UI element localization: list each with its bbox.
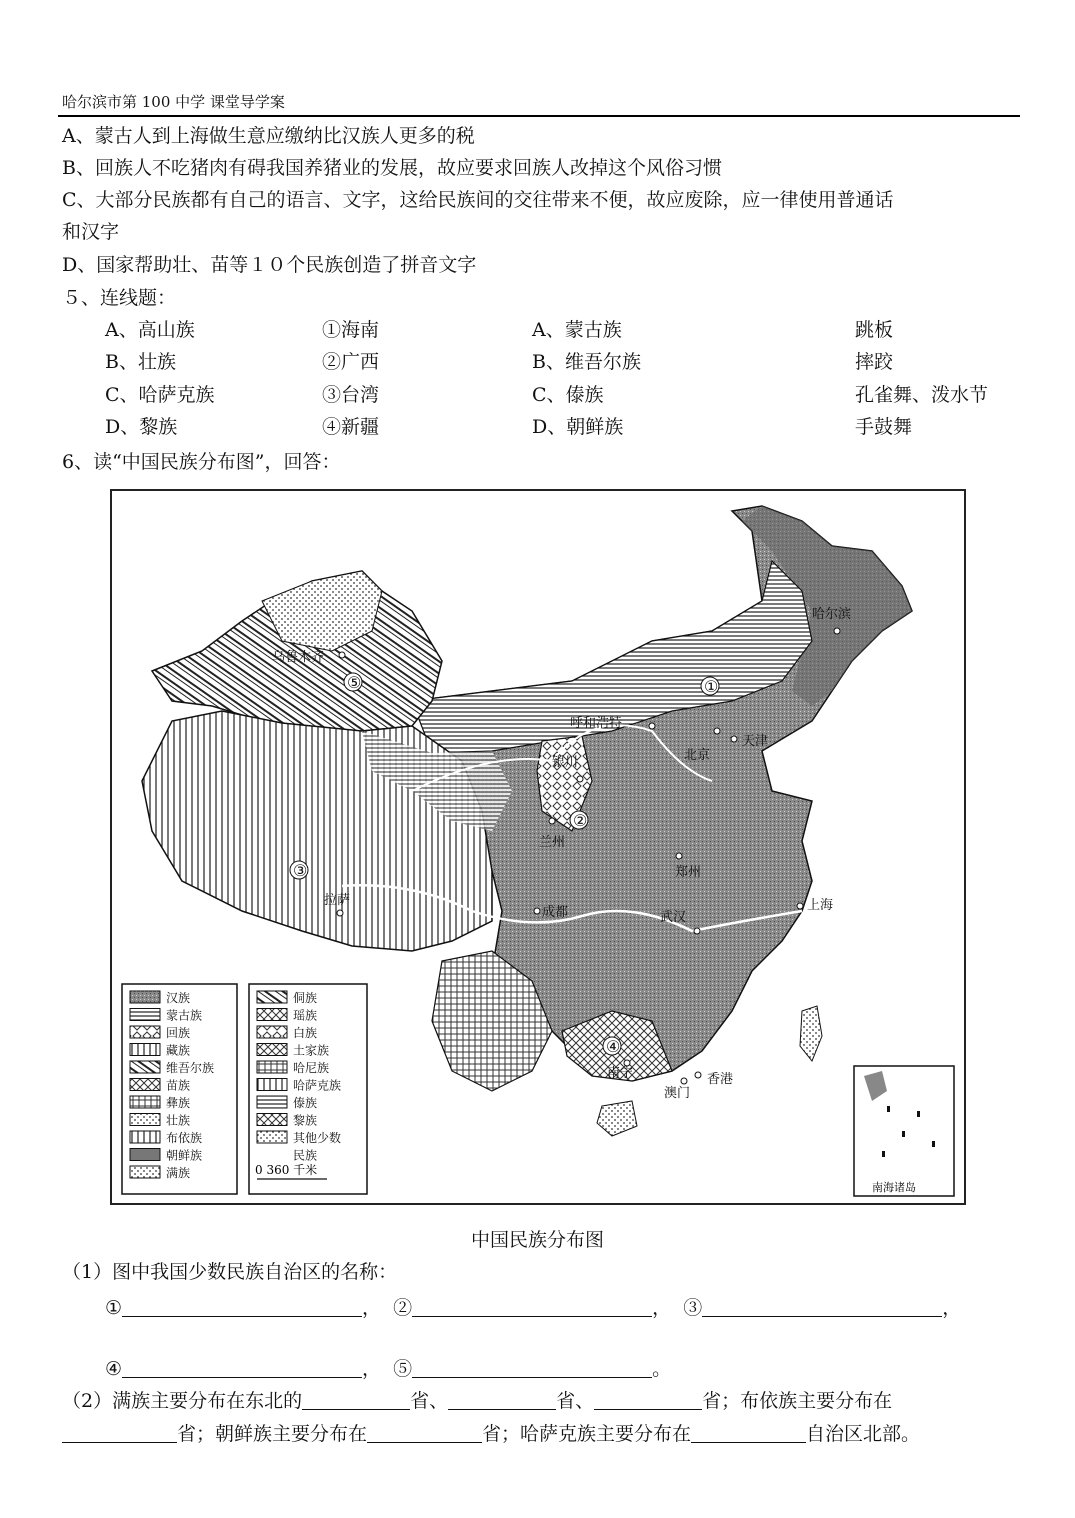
region-number: ⑤ [347,673,362,692]
legend-swatch [130,1166,160,1178]
city-label: 拉萨 [324,893,351,908]
legend-swatch [257,1061,287,1073]
legend-label: 白族 [293,1026,318,1040]
city-label: 北京 [684,748,711,763]
legend-swatch [130,1044,160,1056]
legend-swatch [257,1009,287,1021]
legend-label: 回族 [166,1026,191,1040]
legend-label: 壮族 [166,1113,191,1128]
city-label: 乌鲁木齐 [272,650,325,665]
option-d: D、国家帮助壮、苗等１０个民族创造了拼音文字 [62,254,477,276]
match-left-item: C、哈萨克族 [105,384,215,406]
header-rule [58,115,1020,117]
legend-swatch [257,1096,287,1108]
ethnic-distribution-map [110,489,966,1205]
legend-label: 哈萨克族 [293,1078,342,1093]
answer-row-2: ④ ， ⑤ 。 [105,1358,672,1380]
legend-swatch [130,1079,160,1091]
match-region-item: ③台湾 [322,384,380,406]
city-label: 银川 [552,755,579,770]
city-label: 香港 [707,1072,734,1087]
city-label: 澳门 [664,1086,691,1101]
legend-label: 满族 [166,1166,191,1180]
legend-label: 朝鲜族 [166,1148,203,1163]
city-label: 呼和浩特 [570,716,623,731]
answer-blank[interactable] [412,1298,652,1317]
answer-row-1: ① ， ② ， ③ ， [105,1297,962,1319]
answer-label: ⑤ [393,1358,413,1380]
legend-label: 蒙古族 [166,1008,203,1023]
legend-swatch [130,1061,160,1073]
answer-blank[interactable] [122,1298,362,1317]
match-custom-item: 手鼓舞 [855,416,913,438]
legend-label: 哈尼族 [293,1061,330,1075]
answer-label: ④ [105,1358,123,1380]
legend-label: 瑶族 [293,1008,318,1023]
match-ethnic-item: A、蒙古族 [532,319,622,341]
answer-label: ① [105,1297,123,1319]
city-label: 南宁 [607,1066,634,1081]
legend-swatch [257,1079,287,1091]
option-b: B、回族人不吃猪肉有碍我国养猪业的发展，故应要求回族人改掉这个风俗习惯 [62,157,722,179]
city-label: 郑州 [675,865,702,880]
legend-label: 汉族 [166,991,191,1005]
match-left-item: A、高山族 [105,319,195,341]
answer-label: ② [393,1297,413,1319]
city-label: 天津 [742,734,769,749]
city-label: 上海 [807,898,834,913]
answer-blank[interactable] [302,1391,410,1410]
legend-swatch [130,1131,160,1143]
legend-label: 布依族 [166,1131,203,1145]
match-custom-item: 跳板 [855,319,894,341]
legend-swatch [130,991,160,1003]
match-region-item: ①海南 [322,319,380,341]
match-custom-item: 孔雀舞、泼水节 [855,384,989,406]
legend-label: 维吾尔族 [166,1061,215,1075]
legend-swatch [257,1044,287,1056]
city-label: 武汉 [660,910,687,925]
legend-label: 土家族 [293,1043,330,1058]
match-ethnic-item: D、朝鲜族 [532,416,624,438]
answer-label: ③ [683,1297,703,1319]
legend-swatch [130,1096,160,1108]
answer-blank[interactable] [412,1359,652,1378]
page-header: 哈尔滨市第 100 中学 课堂导学案 [62,93,285,111]
city-label: 哈尔滨 [812,607,852,622]
legend-label: 其他少数 [293,1131,342,1145]
q6-part2-line1: （2）满族主要分布在东北的 省、 省、 省；布依族主要分布在 [62,1390,893,1412]
answer-blank[interactable] [594,1391,702,1410]
scale-bar-label: 0 360 千米 [255,1163,318,1177]
region-number: ① [704,677,719,696]
legend-swatch [130,1149,160,1161]
south-china-sea-inset [854,1066,954,1196]
q6-part2-line2: 省；朝鲜族主要分布在 省；哈萨克族主要分布在 自治区北部。 [62,1422,920,1446]
answer-blank[interactable] [367,1424,482,1443]
answer-blank[interactable] [448,1391,556,1410]
match-left-item: B、壮族 [105,351,176,373]
legend-label: 黎族 [293,1113,318,1128]
match-ethnic-item: C、傣族 [532,384,604,406]
match-ethnic-item: B、维吾尔族 [532,351,641,373]
map-caption: 中国民族分布图 [470,1229,604,1251]
legend-swatch [257,1026,287,1038]
region-number: ③ [293,861,308,880]
answer-blank[interactable] [62,1424,177,1443]
legend-swatch [257,991,287,1003]
city-label: 兰州 [539,835,566,850]
legend-label: 侗族 [293,991,318,1005]
inset-label: 南海诸岛 [872,1181,916,1194]
answer-blank[interactable] [122,1359,362,1378]
legend-swatch [130,1026,160,1038]
tibet-region [142,711,492,951]
match-region-item: ④新疆 [322,416,380,438]
q5-title: ５、连线题： [62,287,177,309]
legend-label: 民族 [293,1148,318,1163]
q6-title: 6、读“中国民族分布图”，回答： [62,451,341,473]
option-c-line2: 和汉字 [62,221,120,243]
map-legend [122,984,367,1194]
match-custom-item: 摔跤 [855,351,894,373]
answer-blank[interactable] [691,1424,806,1443]
region-number: ④ [606,1037,621,1056]
city-label: 成都 [542,905,569,920]
match-left-item: D、黎族 [105,416,178,438]
legend-swatch [257,1114,287,1126]
legend-swatch [130,1009,160,1021]
match-region-item: ②广西 [322,351,380,373]
legend-label: 彝族 [166,1096,191,1110]
legend-swatch [130,1114,160,1126]
legend-swatch [257,1131,287,1143]
legend-label: 藏族 [166,1043,191,1058]
legend-label: 苗族 [166,1078,191,1093]
option-a: A、蒙古人到上海做生意应缴纳比汉族人更多的税 [62,125,475,147]
region-number: ② [573,811,588,830]
q6-part1-prompt: （1）图中我国少数民族自治区的名称： [62,1261,398,1283]
legend-label: 傣族 [293,1096,318,1110]
answer-blank[interactable] [702,1298,942,1317]
option-c-line1: C、大部分民族都有自己的语言、文字，这给民族间的交往带来不便，故应废除，应一律使用普通话 [62,189,894,211]
